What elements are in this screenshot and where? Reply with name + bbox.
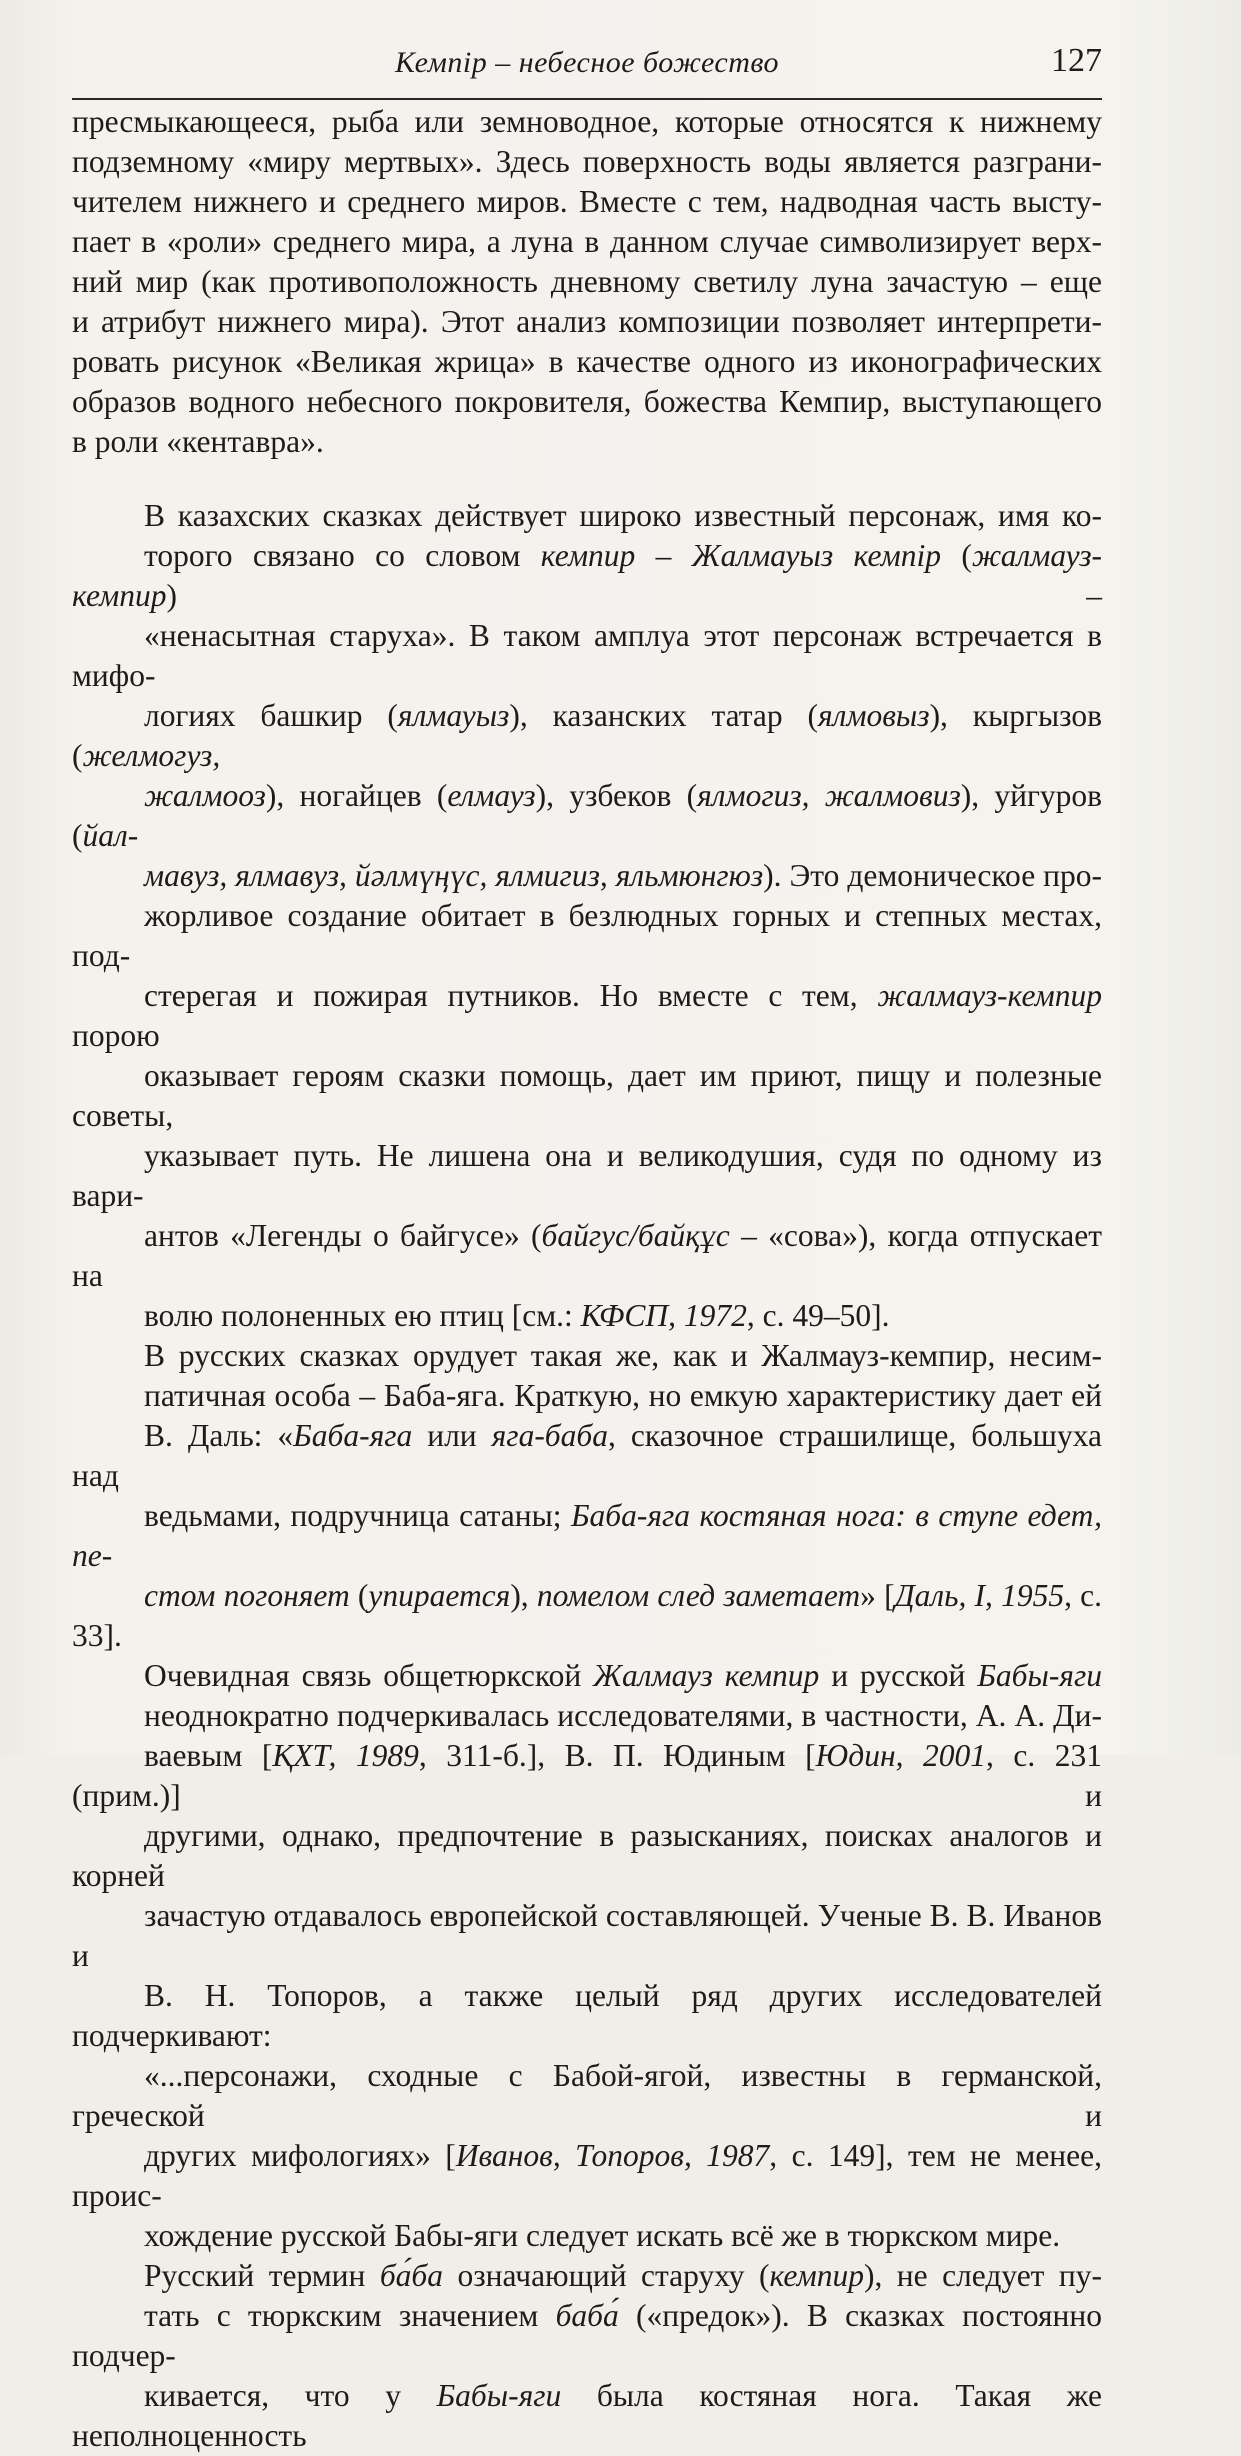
text-line: антов «Легенды о байгусе» (байгус/байқұс – «сова»), когда отпускает на — [72, 1218, 1102, 1293]
text-line: жалмооз), ногайцев (елмауз), узбеков (ялмогиз, жалмовиз), уйгуров (йал- — [72, 778, 1103, 853]
text-line: логиях башкир (ялмауыз), казанских татар (ялмовыз), кыргызов (желмогуз, — [72, 698, 1102, 773]
text-line: неоднократно подчеркивалась исследователями, в частности, А. А. Ди- — [144, 1698, 1102, 1733]
text-line: чителем нижнего и среднего миров. Вместе с тем, надводная часть высту- — [72, 184, 1102, 219]
text-line: хождение русской Бабы-яги следует искать всё же в тюркском мире. — [144, 2218, 1061, 2253]
paragraph-4 — [72, 1656, 1102, 2256]
text-line: оказывает героям сказки помощь, дает им приют, пищу и полезные советы, — [72, 1058, 1102, 1133]
text-line: в роли «кентавра». — [72, 424, 324, 459]
paragraph-2 — [72, 496, 1102, 1336]
text-line: ний мир (как противоположность дневному светилу луна зачастую – еще — [72, 264, 1102, 299]
text-line: подземному «миру мертвых». Здесь поверхность воды является разграни- — [72, 144, 1102, 179]
text-line: «ненасытная старуха». В таком амплуа этот персонаж встречается в мифо- — [72, 618, 1102, 693]
page-number: 127 — [1051, 42, 1102, 79]
text-line: торого связано со словом кемпир – Жалмауыз кемпір (жалмауз-кемпир) – — [72, 538, 1102, 613]
header-rule — [72, 98, 1102, 100]
running-title: Кемпір – небесное божество — [394, 46, 780, 79]
text-line: ваевым [ҚХТ, 1989, 311-б.], В. П. Юдиным [Юдин, 2001, с. 231 (прим.)] и — [72, 1738, 1103, 1813]
text-line: ровать рисунок «Великая жрица» в качестве одного из иконографических — [72, 344, 1102, 379]
text-line: В. Н. Топоров, а также целый ряд других исследователей подчеркивают: — [72, 1978, 1102, 2053]
text-line: тать с тюркским значением баба́ («предок»). В сказках постоянно подчер- — [72, 2298, 1102, 2373]
paragraph-1 — [72, 102, 1102, 462]
text-line: Очевидная связь общетюркской Жалмауз кемпир и русской Бабы-яги — [144, 1658, 1102, 1693]
paragraph-gap — [72, 462, 1102, 496]
text-line: пает в «роли» среднего мира, а луна в данном случае символизирует верх- — [72, 224, 1102, 259]
text-line: пресмыкающееся, рыба или земноводное, которые относятся к нижнему — [72, 104, 1102, 139]
text-line: другими, однако, предпочтение в разысканиях, поисках аналогов и корней — [72, 1818, 1102, 1893]
text-line: образов водного небесного покровителя, божества Кемпир, выступающего — [72, 384, 1102, 419]
text-line: других мифологиях» [Иванов, Топоров, 1987, с. 149], тем не менее, проис- — [72, 2138, 1103, 2213]
text-line: зачастую отдавалось европейской составляющей. Ученые В. В. Иванов и — [72, 1898, 1102, 1973]
text-line: и атрибут нижнего мира). Этот анализ композиции позволяет интерпрети- — [72, 304, 1102, 339]
text-line: волю полоненных ею птиц [см.: КФСП, 1972, с. 49–50]. — [144, 1298, 890, 1333]
text-line: В казахских сказках действует широко известный персонаж, имя ко- — [144, 498, 1102, 533]
text-line: ведьмами, подручница сатаны; Баба-яга костяная нога: в ступе едет, пе- — [72, 1498, 1102, 1573]
paragraph-5 — [72, 2256, 1102, 2456]
text-line: В. Даль: «Баба-яга или яга-баба, сказочное страшилище, большуха над — [72, 1418, 1103, 1493]
page-header — [72, 42, 1102, 88]
text-line: стерегая и пожирая путников. Но вместе с тем, жалмауз-кемпир порою — [72, 978, 1102, 1053]
text-line: указывает путь. Не лишена она и великодушия, судя по одному из вари- — [72, 1138, 1102, 1213]
text-line: В русских сказках орудует такая же, как и Жалмауз-кемпир, несим- — [144, 1338, 1102, 1373]
text-line: патичная особа – Баба-яга. Краткую, но емкую характеристику дает ей — [144, 1378, 1102, 1413]
text-line: мавуз, ялмавуз, йәлмүңүс, ялмигиз, яльмюнгюз). Это демоническое про- — [144, 858, 1102, 893]
text-line: Русский термин ба́ба означающий старуху (кемпир), не следует пу- — [144, 2258, 1102, 2293]
text-line: «...персонажи, сходные с Бабой-ягой, известны в германской, греческой и — [72, 2058, 1102, 2133]
body-text — [72, 102, 1102, 2456]
text-line: кивается, что у Бабы-яги была костяная нога. Такая же неполноценность — [72, 2378, 1102, 2453]
text-line: жорливое создание обитает в безлюдных горных и степных местах, под- — [72, 898, 1102, 973]
text-line: стом погоняет (упирается), помелом след заметает» [Даль, I, 1955, с. 33]. — [72, 1578, 1102, 1653]
paragraph-3 — [72, 1336, 1102, 1656]
